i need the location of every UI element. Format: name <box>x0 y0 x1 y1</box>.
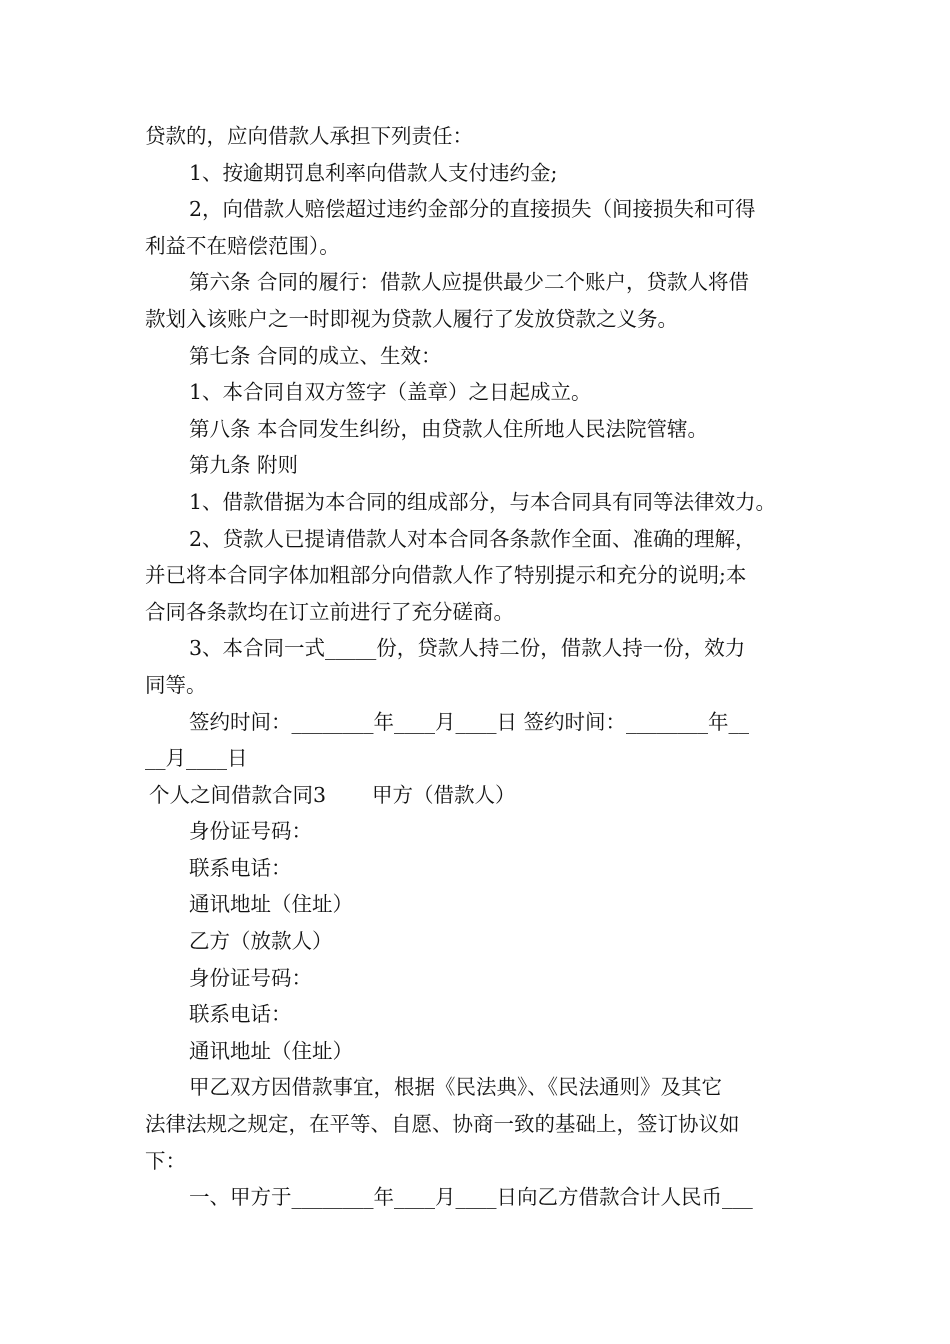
party-a-phone-line: 联系电话： <box>189 855 292 880</box>
party-b-address-line: 通讯地址（住址） <box>189 1038 353 1063</box>
text-line: __月____日 <box>145 746 248 771</box>
contract-title-line <box>145 777 820 814</box>
party-a-id-line: 身份证号码： <box>189 819 312 844</box>
party-b-phone-line: 联系电话： <box>189 1002 292 1027</box>
text-line: 甲乙双方因借款事宜，根据《民法典》、《民法通则》及其它 <box>189 1075 722 1100</box>
text-line: 并已将本合同字体加粗部分向借款人作了特别提示和充分的说明;本 <box>145 563 747 588</box>
article-9-line: 第九条 附则 <box>189 453 299 478</box>
text-line: 2，向借款人赔偿超过违约金部分的直接损失（间接损失和可得 <box>189 197 756 222</box>
text-line: 款划入该账户之一时即视为贷款人履行了发放贷款之义务。 <box>145 306 678 331</box>
text-line: 1、本合同自双方签字（盖章）之日起成立。 <box>189 380 592 405</box>
text-line: 下： <box>145 1148 186 1173</box>
text-line: 1、按逾期罚息利率向借款人支付违约金; <box>189 160 558 185</box>
text-line: 合同各条款均在订立前进行了充分磋商。 <box>145 599 514 624</box>
copies-line: 3、本合同一式_____份，贷款人持二份，借款人持一份，效力 <box>189 636 746 661</box>
party-a-address-line: 通讯地址（住址） <box>189 892 353 917</box>
signing-date-line: 签约时间：________年____月____日 签约时间：________年__ <box>189 709 750 734</box>
article-6-line: 第六条 合同的履行：借款人应提供最少二个账户，贷款人将借 <box>189 270 750 295</box>
party-b-label: 乙方（放款人） <box>189 929 333 954</box>
text-line: 2、贷款人已提请借款人对本合同各条款作全面、准确的理解， <box>189 526 756 551</box>
text-line: 利益不在赔偿范围）。 <box>145 233 340 258</box>
article-7-line: 第七条 合同的成立、生效： <box>189 343 442 368</box>
contract-title: 个人之间借款合同3 <box>149 782 327 807</box>
text-line: 贷款的，应向借款人承担下列责任： <box>145 124 473 148</box>
text-line: 1、借款借据为本合同的组成部分，与本合同具有同等法律效力。 <box>189 489 777 514</box>
text-line: 同等。 <box>145 672 207 697</box>
article-8-line: 第八条 本合同发生纠纷，由贷款人住所地人民法院管辖。 <box>189 416 709 441</box>
text-line: 法律法规之规定，在平等、自愿、协商一致的基础上，签订协议如 <box>145 1112 740 1137</box>
clause-1-line: 一、甲方于________年____月____日向乙方借款合计人民币___ <box>189 1185 753 1210</box>
party-a-label: 甲方（借款人） <box>372 782 516 807</box>
document-page <box>145 118 820 1216</box>
party-b-id-line: 身份证号码： <box>189 965 312 990</box>
